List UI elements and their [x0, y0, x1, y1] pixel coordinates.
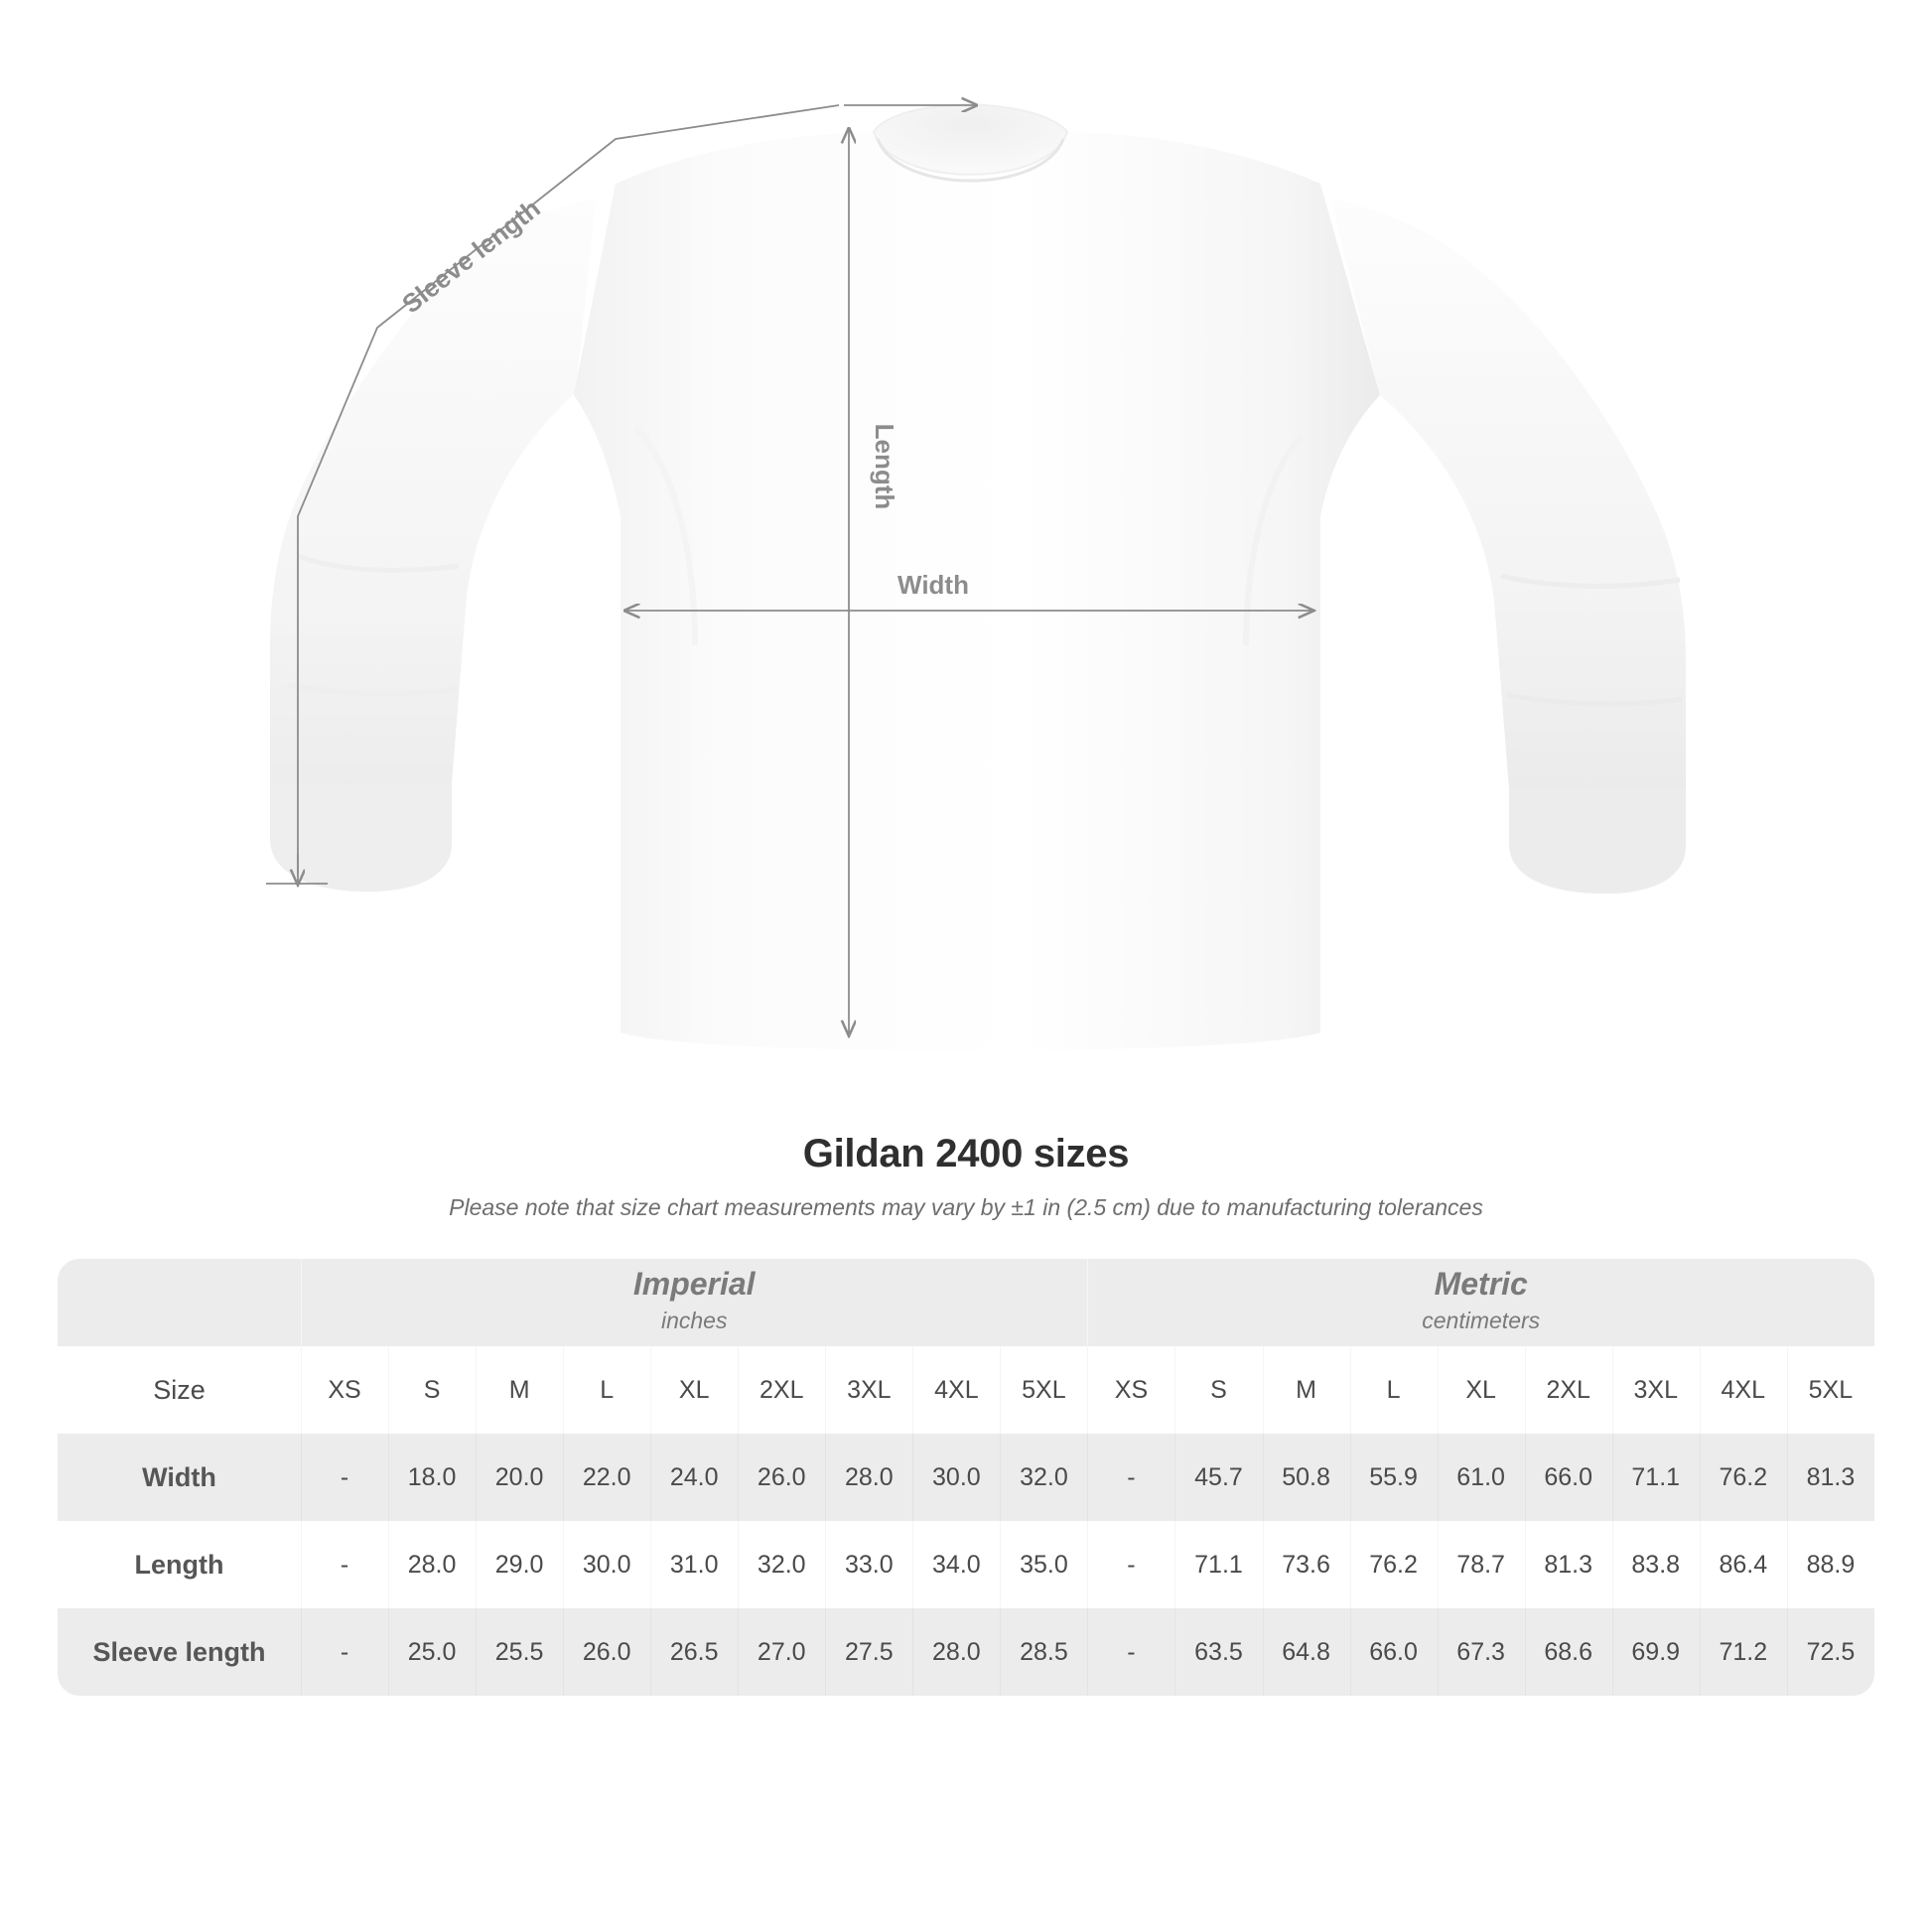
size-table	[58, 1259, 1874, 1696]
measurement-cell: 66.0	[1525, 1434, 1612, 1521]
measurement-cell: 72.5	[1787, 1608, 1874, 1696]
measurement-cell: 55.9	[1350, 1434, 1438, 1521]
size-column-header: XL	[1438, 1346, 1525, 1434]
size-column-header: M	[476, 1346, 563, 1434]
table-row	[58, 1521, 1874, 1608]
measurement-cell: 73.6	[1263, 1521, 1350, 1608]
size-column-header: 3XL	[825, 1346, 912, 1434]
length-label: Length	[870, 423, 899, 510]
measurement-cell: 25.0	[388, 1608, 476, 1696]
measurement-cell: 29.0	[476, 1521, 563, 1608]
row-label: Length	[58, 1521, 301, 1608]
size-column-header: XS	[301, 1346, 388, 1434]
unit-group-name: Metric	[1434, 1266, 1528, 1303]
measurement-cell: 50.8	[1263, 1434, 1350, 1521]
measurement-cell: 67.3	[1438, 1608, 1525, 1696]
measurement-cell: 28.0	[388, 1521, 476, 1608]
measurement-note: Please note that size chart measurements may vary by ±1 in (2.5 cm) due to manufacturing tolerances	[449, 1194, 1483, 1220]
size-table-wrapper	[58, 1259, 1874, 1696]
title-block	[0, 1132, 1932, 1221]
size-column-header: M	[1263, 1346, 1350, 1434]
measurement-cell: -	[301, 1521, 388, 1608]
measurement-cell: 68.6	[1525, 1608, 1612, 1696]
size-column-header: 3XL	[1612, 1346, 1700, 1434]
measurement-cell: 78.7	[1438, 1521, 1525, 1608]
page-title: Gildan 2400 sizes	[802, 1132, 1130, 1175]
size-header-row	[58, 1346, 1874, 1434]
measurement-cell: 30.0	[563, 1521, 650, 1608]
measurement-cell: 25.5	[476, 1608, 563, 1696]
measurement-cell: -	[1087, 1434, 1174, 1521]
size-column-header: XL	[650, 1346, 738, 1434]
measurement-cell: 26.5	[650, 1608, 738, 1696]
unit-header-spacer	[58, 1259, 301, 1346]
measurement-cell: 32.0	[738, 1521, 825, 1608]
measurement-cell: 31.0	[650, 1521, 738, 1608]
size-column-header: 5XL	[1787, 1346, 1874, 1434]
measurement-cell: 32.0	[1000, 1434, 1087, 1521]
sleeve-length-label: Sleeve length	[396, 193, 546, 320]
size-column-header: 4XL	[912, 1346, 1000, 1434]
width-label: Width	[897, 570, 969, 600]
measurement-cell: 20.0	[476, 1434, 563, 1521]
measurement-cell: 45.7	[1174, 1434, 1262, 1521]
measurement-cell: 71.2	[1700, 1608, 1787, 1696]
measurement-cell: 76.2	[1350, 1521, 1438, 1608]
measurement-cell: 81.3	[1525, 1521, 1612, 1608]
measurement-cell: 33.0	[825, 1521, 912, 1608]
table-row	[58, 1434, 1874, 1521]
measurement-cell: 28.0	[825, 1434, 912, 1521]
measurement-cell: 61.0	[1438, 1434, 1525, 1521]
measurement-cell: 63.5	[1174, 1608, 1262, 1696]
measurement-cell: 64.8	[1263, 1608, 1350, 1696]
measurement-cell: -	[301, 1608, 388, 1696]
unit-group-imperial	[301, 1259, 1087, 1346]
measurement-cell: 66.0	[1350, 1608, 1438, 1696]
size-column-header: XS	[1087, 1346, 1174, 1434]
measurement-cell: 24.0	[650, 1434, 738, 1521]
measurement-cell: -	[1087, 1521, 1174, 1608]
measurement-cell: 81.3	[1787, 1434, 1874, 1521]
measurement-cell: 86.4	[1700, 1521, 1787, 1608]
measurement-cell: -	[1087, 1608, 1174, 1696]
measurement-cell: 26.0	[563, 1608, 650, 1696]
measurement-cell: 27.5	[825, 1608, 912, 1696]
measurement-cell: 71.1	[1612, 1434, 1700, 1521]
measurement-cell: 88.9	[1787, 1521, 1874, 1608]
size-column-header: S	[388, 1346, 476, 1434]
measurement-cell: 30.0	[912, 1434, 1000, 1521]
measurement-cell: 34.0	[912, 1521, 1000, 1608]
measurement-cell: 18.0	[388, 1434, 476, 1521]
measurement-cell: 28.0	[912, 1608, 1000, 1696]
unit-group-sub: inches	[660, 1308, 728, 1333]
measurement-cell: 28.5	[1000, 1608, 1087, 1696]
measurement-cell: 69.9	[1612, 1608, 1700, 1696]
measurement-cell: 35.0	[1000, 1521, 1087, 1608]
table-row	[58, 1608, 1874, 1696]
size-column-header: 2XL	[1525, 1346, 1612, 1434]
size-column-header: S	[1174, 1346, 1262, 1434]
size-column-header: 2XL	[738, 1346, 825, 1434]
row-label: Sleeve length	[58, 1608, 301, 1696]
size-column-header: 5XL	[1000, 1346, 1087, 1434]
size-column-header: L	[1350, 1346, 1438, 1434]
measurement-cell: -	[301, 1434, 388, 1521]
unit-group-name: Imperial	[632, 1266, 756, 1303]
measurement-cell: 71.1	[1174, 1521, 1262, 1608]
size-header-label: Size	[58, 1346, 301, 1434]
measurement-cell: 22.0	[563, 1434, 650, 1521]
unit-group-sub: centimeters	[1422, 1308, 1541, 1333]
measurement-cell: 26.0	[738, 1434, 825, 1521]
size-column-header: L	[563, 1346, 650, 1434]
measurement-cell: 76.2	[1700, 1434, 1787, 1521]
row-label: Width	[58, 1434, 301, 1521]
measurement-cell: 83.8	[1612, 1521, 1700, 1608]
size-column-header: 4XL	[1700, 1346, 1787, 1434]
unit-header-row	[58, 1259, 1874, 1346]
unit-group-metric	[1087, 1259, 1874, 1346]
measurement-cell: 27.0	[738, 1608, 825, 1696]
